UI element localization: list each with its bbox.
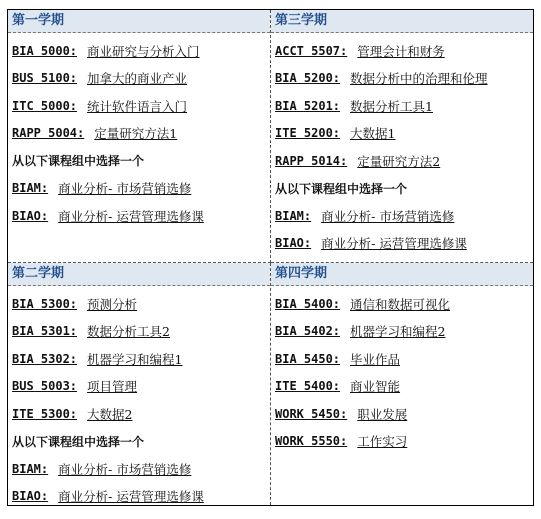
course-row (275, 428, 533, 456)
semester-cell (8, 263, 271, 505)
course-code: BIA 5450: (275, 351, 341, 366)
course-code: BIA 5402: (275, 324, 341, 339)
course-name: 项目管理 (87, 379, 138, 395)
course-row (275, 92, 533, 120)
course-row (12, 345, 270, 373)
semester-title: 第一学期 (8, 10, 270, 33)
course-code: BIA 5302: (12, 351, 78, 366)
elective-note-text: 从以下课程组中选择一个 (12, 434, 145, 449)
course-name: 机器学习和编程1 (87, 351, 183, 367)
course-code: BIAO: (12, 489, 49, 504)
course-code: BIAM: (12, 461, 49, 476)
course-name: 商业智能 (350, 379, 401, 395)
course-code: BIAO: (275, 236, 312, 251)
course-list (271, 33, 533, 257)
course-row (275, 120, 533, 148)
course-row (275, 400, 533, 428)
course-name: 商业分析- 运营管理选修课 (58, 489, 204, 505)
course-row (12, 455, 270, 483)
course-row (12, 483, 270, 506)
elective-note (275, 175, 533, 203)
course-code: BIA 5301: (12, 324, 78, 339)
course-row (275, 202, 533, 230)
course-row (12, 37, 270, 65)
elective-note-text: 从以下课程组中选择一个 (275, 181, 408, 196)
course-code: WORK 5450: (275, 406, 348, 421)
course-row (12, 202, 270, 230)
course-row (12, 318, 270, 346)
course-name: 商业分析- 市场营销选修 (58, 461, 192, 477)
course-code: BIA 5000: (12, 43, 78, 58)
course-code: ITE 5200: (275, 126, 341, 141)
course-name: 加拿大的商业产业 (87, 71, 188, 87)
course-name: 商业分析- 运营管理选修课 (321, 236, 467, 252)
course-name: 商业分析- 市场营销选修 (58, 181, 192, 197)
elective-note (12, 147, 270, 175)
course-name: 工作实习 (357, 434, 408, 450)
course-row (275, 147, 533, 175)
course-name: 数据分析工具2 (87, 324, 170, 340)
course-code: BUS 5100: (12, 71, 78, 86)
course-row (12, 175, 270, 203)
course-code: RAPP 5004: (12, 126, 85, 141)
course-name: 毕业作品 (350, 351, 401, 367)
course-row (12, 373, 270, 401)
course-code: RAPP 5014: (275, 153, 348, 168)
course-list (8, 33, 270, 230)
semester-cell (8, 10, 271, 263)
course-name: 商业研究与分析入门 (87, 43, 200, 59)
semester-grid (8, 10, 533, 505)
course-code: BUS 5003: (12, 379, 78, 394)
course-row (275, 37, 533, 65)
course-name: 大数据2 (87, 406, 133, 422)
semester-title: 第二学期 (8, 263, 270, 286)
course-code: ITC 5000: (12, 98, 78, 113)
course-row (12, 400, 270, 428)
course-row (275, 318, 533, 346)
course-name: 数据分析工具1 (350, 98, 433, 114)
course-code: ITE 5400: (275, 379, 341, 394)
course-name: 定量研究方法2 (357, 153, 441, 169)
course-code: BIAM: (275, 208, 312, 223)
elective-note-text: 从以下课程组中选择一个 (12, 154, 145, 169)
course-code: ITE 5300: (12, 406, 78, 421)
course-name: 通信和数据可视化 (350, 296, 451, 312)
course-row (12, 92, 270, 120)
course-name: 定量研究方法1 (94, 126, 178, 142)
course-name: 商业分析- 运营管理选修课 (58, 208, 204, 224)
course-code: BIAO: (12, 208, 49, 223)
course-row (275, 373, 533, 401)
course-row (12, 65, 270, 93)
semester-title: 第四学期 (271, 263, 533, 286)
course-name: 商业分析- 市场营销选修 (321, 208, 455, 224)
course-row (275, 290, 533, 318)
course-code: BIAM: (12, 181, 49, 196)
course-row (12, 290, 270, 318)
semester-title: 第三学期 (271, 10, 533, 33)
course-row (275, 345, 533, 373)
course-name: 管理会计和财务 (357, 43, 445, 59)
course-row (12, 120, 270, 148)
course-code: BIA 5200: (275, 71, 341, 86)
elective-note (12, 428, 270, 456)
semester-cell (271, 263, 533, 505)
semester-cell (271, 10, 533, 263)
course-code: BIA 5400: (275, 296, 341, 311)
course-code: WORK 5550: (275, 434, 348, 449)
course-list (8, 286, 270, 505)
course-name: 职业发展 (357, 406, 408, 422)
course-code: ACCT 5507: (275, 43, 348, 58)
course-name: 数据分析中的治理和伦理 (350, 71, 488, 87)
course-list (271, 286, 533, 455)
course-name: 统计软件语言入门 (87, 98, 188, 114)
course-name: 机器学习和编程2 (350, 324, 446, 340)
course-code: BIA 5300: (12, 296, 78, 311)
course-name: 大数据1 (350, 126, 396, 142)
course-row (275, 65, 533, 93)
curriculum-table (7, 9, 534, 506)
course-row (275, 230, 533, 258)
course-name: 预测分析 (87, 296, 138, 312)
course-code: BIA 5201: (275, 98, 341, 113)
